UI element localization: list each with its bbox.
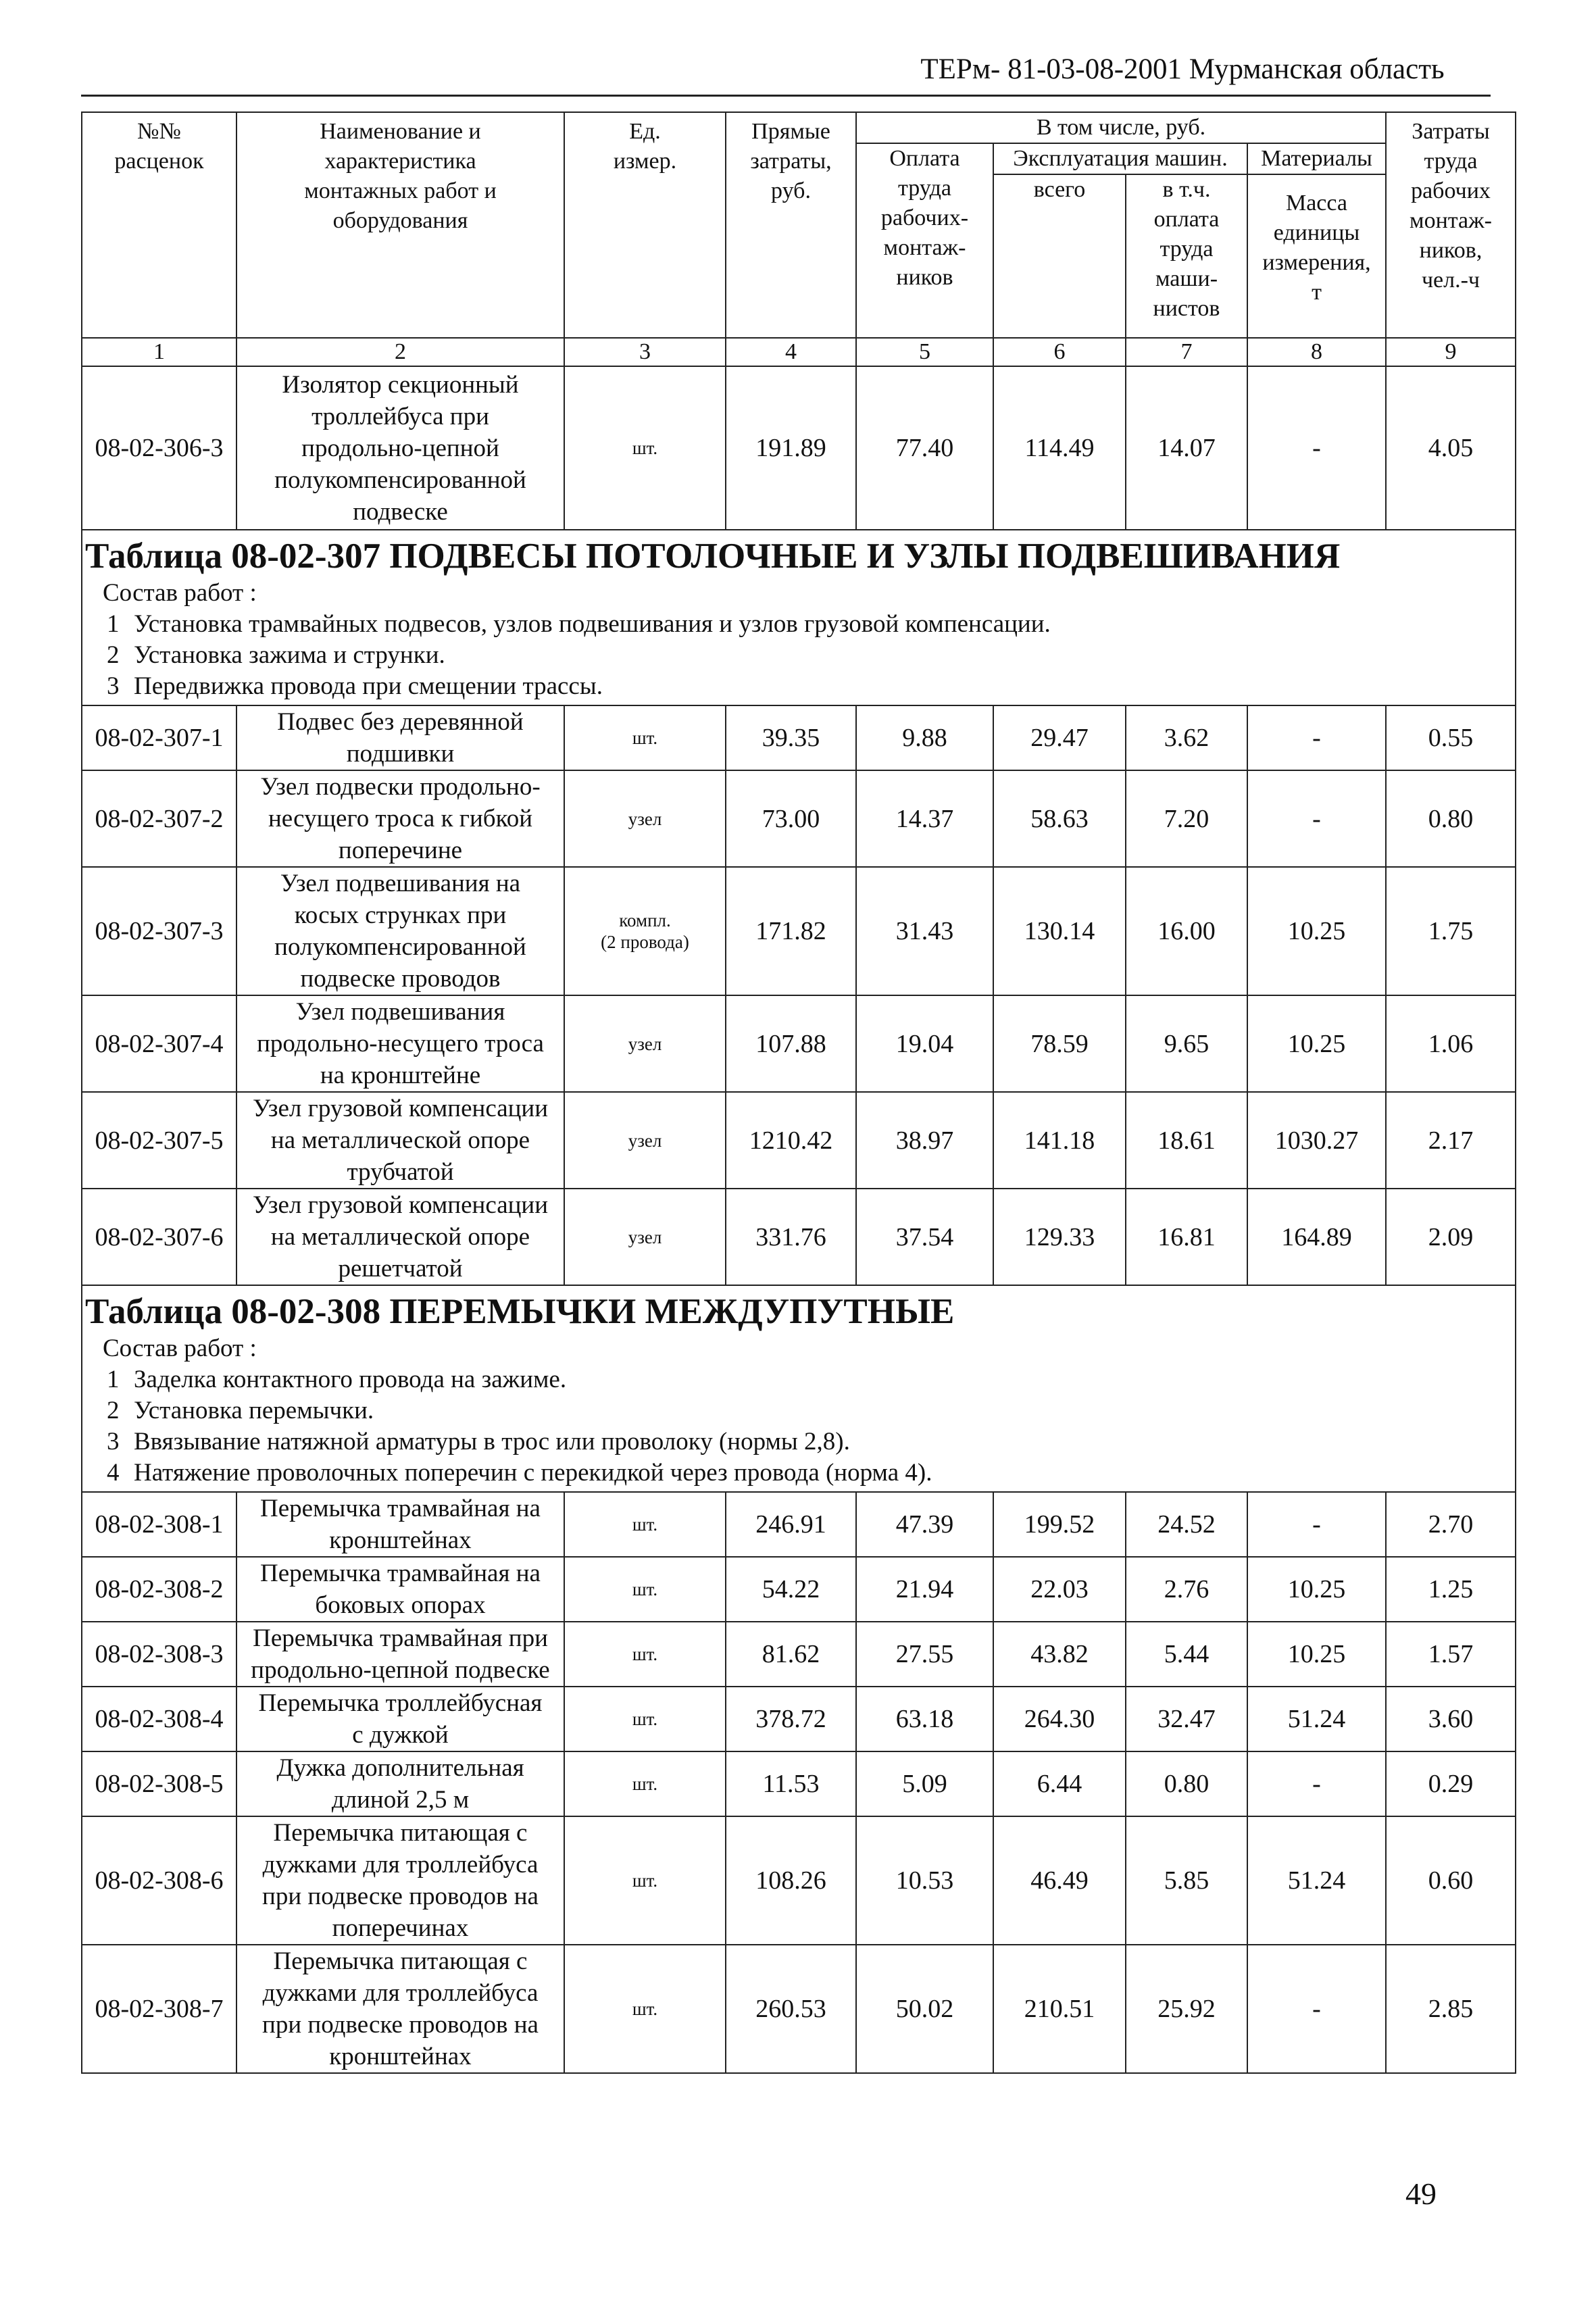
col-number: 1 [82,338,236,366]
machinist-pay: 18.61 [1126,1092,1247,1189]
machines-total: 264.30 [993,1687,1126,1751]
table-row [82,1622,1516,1687]
table-row [82,770,1516,867]
direct-cost: 81.62 [726,1622,856,1687]
work-name-line: Узел подвески продольно- [260,773,541,801]
header-text-line: т [1312,280,1322,305]
section-cell [82,530,1516,705]
labor-hours: 2.85 [1386,1945,1516,2073]
machinist-pay: 0.80 [1126,1751,1247,1816]
composition-item-number: 1 [107,610,120,638]
work-name-line: Перемычка трамвайная на [260,1560,541,1587]
work-name-line: на кронштейне [320,1062,481,1089]
unit [564,1492,726,1557]
work-name-line: Изолятор секционный [282,370,519,399]
header-text-line: оплата [1153,207,1220,232]
work-name-line: решетчатой [338,1255,463,1283]
col-number: 9 [1386,338,1516,366]
machines-total: 22.03 [993,1557,1126,1622]
work-name [236,1816,564,1945]
work-name-line: подвеске [353,497,448,526]
unit-line: шт. [632,1774,658,1794]
machinist-pay: 5.85 [1126,1816,1247,1945]
work-name-line: продольно-цепной подвеске [251,1656,550,1684]
col-header-machines-total [993,174,1126,338]
rate-code: 08-02-307-4 [82,995,236,1092]
labor-pay: 31.43 [856,867,993,995]
work-name [236,1557,564,1622]
material-mass: 51.24 [1247,1816,1386,1945]
labor-pay: 10.53 [856,1816,993,1945]
header-text-line: расценок [114,149,204,174]
composition-item [88,609,1510,640]
work-name-line: полукомпенсированной [274,933,526,961]
col-header-including: В том числе, руб. [856,112,1386,143]
work-name [236,366,564,530]
material-mass: 10.25 [1247,995,1386,1092]
labor-hours: 3.60 [1386,1687,1516,1751]
header-text-line: рабочих- [880,205,969,230]
labor-pay: 50.02 [856,1945,993,2073]
header-text-line: оборудования [332,208,468,233]
work-name-line: Перемычка трамвайная на [260,1495,541,1522]
unit-line: шт. [632,438,658,458]
table-row [82,705,1516,770]
rate-code: 08-02-307-5 [82,1092,236,1189]
machines-total: 129.33 [993,1189,1126,1285]
direct-cost: 260.53 [726,1945,856,2073]
work-name [236,1687,564,1751]
labor-pay: 19.04 [856,995,993,1092]
header-text-line: ников [896,265,953,290]
work-name-line: полукомпенсированной [274,466,526,494]
header-text-line: руб. [771,178,811,203]
machines-total: 46.49 [993,1816,1126,1945]
col-header-labor-pay [856,143,993,338]
machinist-pay: 32.47 [1126,1687,1247,1751]
work-name-line: с дужкой [352,1721,449,1749]
section-title: Таблица 08-02-308 ПЕРЕМЫЧКИ МЕЖДУПУТНЫЕ [85,1292,955,1331]
work-name-line: Узел подвешивания на [280,870,521,897]
rate-code: 08-02-307-2 [82,770,236,867]
machinist-pay: 25.92 [1126,1945,1247,2073]
direct-cost: 73.00 [726,770,856,867]
unit-line: шт. [632,1514,658,1535]
section-cell [82,1285,1516,1492]
material-mass: - [1247,1945,1386,2073]
unit-line: шт. [632,728,658,748]
direct-cost: 107.88 [726,995,856,1092]
col-number: 3 [564,338,726,366]
header-text-line: труда [1159,237,1214,262]
labor-hours: 0.55 [1386,705,1516,770]
col-header-materials: Материалы [1247,143,1386,174]
composition-item-text: Заделка контактного провода на зажиме. [134,1366,567,1393]
table-row [82,1189,1516,1285]
material-mass: - [1247,705,1386,770]
table-row [82,995,1516,1092]
composition-item-text: Установка трамвайных подвесов, узлов подвешивания и узлов грузовой компенсации. [134,610,1051,638]
composition-item [88,671,1510,702]
work-name-line: Перемычка троллейбусная [258,1689,543,1717]
labor-hours: 2.17 [1386,1092,1516,1189]
material-mass: - [1247,1492,1386,1557]
composition-item-number: 1 [107,1366,120,1393]
work-name-line: продольно-несущего троса [257,1030,544,1057]
rate-code: 08-02-306-3 [82,366,236,530]
unit [564,705,726,770]
composition-item-number: 3 [107,1428,120,1455]
material-mass: - [1247,1751,1386,1816]
section-title: Таблица 08-02-307 ПОДВЕСЫ ПОТОЛОЧНЫЕ И УЗЛЫ ПОДВЕШИВАНИЯ [85,537,1341,576]
machinist-pay: 7.20 [1126,770,1247,867]
table-row [82,867,1516,995]
col-number: 4 [726,338,856,366]
direct-cost: 39.35 [726,705,856,770]
machinist-pay: 5.44 [1126,1622,1247,1687]
work-name-line: боковых опорах [315,1591,486,1619]
work-name [236,705,564,770]
unit [564,1622,726,1687]
unit-line: узел [628,1033,662,1054]
work-name-line: троллейбуса при [311,402,489,430]
material-mass: - [1247,770,1386,867]
direct-cost: 378.72 [726,1687,856,1751]
machines-total: 130.14 [993,867,1126,995]
work-name-line: Дужка дополнительная [276,1754,524,1782]
direct-cost: 331.76 [726,1189,856,1285]
header-text-line: измер. [613,149,677,174]
labor-pay: 37.54 [856,1189,993,1285]
unit [564,1816,726,1945]
unit [564,1687,726,1751]
col-header-code [82,112,236,338]
section-row [82,530,1516,705]
material-mass: - [1247,366,1386,530]
composition-label: Состав работ : [103,579,257,607]
unit-line: шт. [632,1644,658,1664]
labor-hours: 4.05 [1386,366,1516,530]
unit-line: шт. [632,1579,658,1599]
labor-pay: 47.39 [856,1492,993,1557]
composition-item [88,1426,1510,1458]
labor-hours: 0.80 [1386,770,1516,867]
header-text-line: монтажных работ и [304,178,497,203]
composition-item-number: 2 [107,1397,120,1424]
work-name-line: Узел грузовой компенсации [252,1095,549,1122]
direct-cost: 246.91 [726,1492,856,1557]
composition-item-text: Установка перемычки. [134,1397,374,1424]
unit [564,1092,726,1189]
composition-item [88,1458,1510,1489]
machines-total: 114.49 [993,366,1126,530]
header-text-line: характеристика [324,149,476,174]
unit [564,995,726,1092]
rate-code: 08-02-307-3 [82,867,236,995]
unit [564,867,726,995]
rate-code: 08-02-308-7 [82,1945,236,2073]
work-name-line: подшивки [346,740,455,768]
work-name-line: поперечине [338,837,463,864]
work-name [236,1092,564,1189]
labor-hours: 2.70 [1386,1492,1516,1557]
unit-line: узел [628,1130,662,1151]
machinist-pay: 16.81 [1126,1189,1247,1285]
direct-cost: 171.82 [726,867,856,995]
header-text-line: Затраты [1412,119,1490,144]
rate-code: 08-02-308-4 [82,1687,236,1751]
work-name-line: Перемычка питающая с [273,1947,528,1975]
material-mass: 10.25 [1247,867,1386,995]
unit-line: шт. [632,1709,658,1729]
header-text-line: труда [897,176,952,201]
labor-pay: 5.09 [856,1751,993,1816]
unit [564,366,726,530]
work-name [236,995,564,1092]
composition-item-number: 2 [107,641,120,669]
page-header-title: ТЕРм- 81-03-08-2001 Мурманская область [920,53,1445,85]
machines-total: 78.59 [993,995,1126,1092]
header-text-line: всего [1033,177,1086,202]
work-name-line: подвеске проводов [300,965,501,993]
header-text-line: труда [1424,149,1478,174]
material-mass: 1030.27 [1247,1092,1386,1189]
work-name-line: трубчатой [347,1158,454,1186]
work-name-line: Узел подвешивания [295,998,505,1026]
col-header-labor-hours [1386,112,1516,338]
work-name [236,1751,564,1816]
labor-hours: 0.29 [1386,1751,1516,1816]
header-text-line: монтаж- [883,235,966,260]
rate-code: 08-02-307-6 [82,1189,236,1285]
machinist-pay: 9.65 [1126,995,1247,1092]
labor-pay: 14.37 [856,770,993,867]
labor-hours: 1.57 [1386,1622,1516,1687]
page-number: 49 [1405,2176,1437,2211]
work-name-line: длиной 2,5 м [331,1786,470,1814]
machines-total: 199.52 [993,1492,1126,1557]
work-name-line: Узел грузовой компенсации [252,1191,549,1219]
table-row [82,366,1516,530]
composition-item-text: Натяжение проволочных поперечин с перекидкой через провода (норма 4). [134,1459,932,1487]
col-header-machinist-pay [1126,174,1247,338]
unit-line: компл. [619,910,671,930]
work-name-line: Подвес без деревянной [277,708,524,736]
header-text-line: монтаж- [1410,208,1492,233]
labor-pay: 63.18 [856,1687,993,1751]
direct-cost: 54.22 [726,1557,856,1622]
work-name-line: Перемычка питающая с [273,1819,528,1847]
col-number: 5 [856,338,993,366]
labor-hours: 2.09 [1386,1189,1516,1285]
unit [564,1189,726,1285]
header-text-line: единицы [1273,220,1360,245]
col-header-direct [726,112,856,338]
work-name-line: Перемычка трамвайная при [253,1624,548,1652]
composition-item-number: 3 [107,672,120,700]
col-header-machines: Эксплуатация машин. [993,143,1247,174]
work-name-line: продольно-цепной [301,434,499,462]
work-name-line: косых струнках при [294,901,507,929]
work-name [236,1622,564,1687]
material-mass: 10.25 [1247,1557,1386,1622]
table-row [82,1557,1516,1622]
header-text-line: в т.ч. [1162,177,1211,202]
header-text-line: рабочих [1411,178,1491,203]
labor-hours: 1.06 [1386,995,1516,1092]
work-name-line: при подвеске проводов на [262,1883,539,1910]
material-mass: 51.24 [1247,1687,1386,1751]
table-row [82,1751,1516,1816]
header-text-line: Масса [1285,191,1347,216]
header-rule [81,95,1491,97]
table-row [82,1816,1516,1945]
labor-pay: 9.88 [856,705,993,770]
header-row-1 [82,112,1516,143]
price-table [81,111,1516,2074]
header-text-line: Прямые [751,119,830,144]
labor-pay: 21.94 [856,1557,993,1622]
material-mass: 10.25 [1247,1622,1386,1687]
table-row [82,1092,1516,1189]
material-mass: 164.89 [1247,1189,1386,1285]
header-text-line: затраты, [750,149,832,174]
composition-item [88,1364,1510,1395]
work-name [236,1492,564,1557]
work-name-line: дужками для троллейбуса [262,1851,539,1878]
unit-line: (2 провода) [601,932,689,952]
unit [564,1945,726,2073]
labor-pay: 38.97 [856,1092,993,1189]
header-text-line: Ед. [629,119,661,144]
table-row [82,1492,1516,1557]
composition-item [88,640,1510,671]
header-text-line: чел.-ч [1421,268,1480,293]
direct-cost: 11.53 [726,1751,856,1816]
composition-item [88,1395,1510,1426]
composition-label: Состав работ : [103,1335,257,1362]
header-text-line: ников, [1419,238,1482,263]
header-text-line: маши- [1155,266,1218,291]
work-name-line: кронштейнах [329,2043,472,2070]
work-name-line: дужками для троллейбуса [262,1979,539,2007]
col-number: 8 [1247,338,1386,366]
work-name [236,770,564,867]
work-name-line: на металлической опоре [270,1223,530,1251]
header-text-line: измерения, [1262,250,1371,275]
work-name-line: при подвеске проводов на [262,2011,539,2039]
table-row [82,1687,1516,1751]
col-header-unit [564,112,726,338]
work-name-line: поперечинах [332,1914,469,1942]
direct-cost: 1210.42 [726,1092,856,1189]
section-row [82,1285,1516,1492]
machinist-pay: 24.52 [1126,1492,1247,1557]
composition-item-number: 4 [107,1459,120,1487]
machines-total: 141.18 [993,1092,1126,1189]
col-header-unit-mass [1247,174,1386,338]
labor-hours: 1.25 [1386,1557,1516,1622]
rate-code: 08-02-308-6 [82,1816,236,1945]
header-text-line: нистов [1153,296,1220,321]
column-numbers-row [82,338,1516,366]
unit-line: шт. [632,1999,658,2019]
composition-item-text: Ввязывание натяжной арматуры в трос или проволоку (нормы 2,8). [134,1428,850,1455]
unit [564,1557,726,1622]
labor-hours: 0.60 [1386,1816,1516,1945]
unit [564,1751,726,1816]
rate-code: 08-02-308-3 [82,1622,236,1687]
col-number: 6 [993,338,1126,366]
machinist-pay: 14.07 [1126,366,1247,530]
rate-code: 08-02-308-5 [82,1751,236,1816]
unit [564,770,726,867]
work-name [236,1945,564,2073]
work-name-line: несущего троса к гибкой [268,805,532,832]
work-name-line: на металлической опоре [270,1126,530,1154]
labor-pay: 77.40 [856,366,993,530]
rate-code: 08-02-308-2 [82,1557,236,1622]
unit-line: узел [628,1226,662,1247]
machinist-pay: 16.00 [1126,867,1247,995]
composition-item-text: Передвижка провода при смещении трассы. [134,672,603,700]
direct-cost: 108.26 [726,1816,856,1945]
unit-line: шт. [632,1870,658,1891]
rate-code: 08-02-308-1 [82,1492,236,1557]
col-number: 2 [236,338,564,366]
machines-total: 58.63 [993,770,1126,867]
work-name [236,1189,564,1285]
machines-total: 210.51 [993,1945,1126,2073]
machines-total: 6.44 [993,1751,1126,1816]
work-name-line: кронштейнах [329,1526,472,1554]
direct-cost: 191.89 [726,366,856,530]
table-row [82,1945,1516,2073]
header-text-line: №№ [137,119,181,144]
machines-total: 43.82 [993,1622,1126,1687]
machinist-pay: 2.76 [1126,1557,1247,1622]
labor-hours: 1.75 [1386,867,1516,995]
rate-code: 08-02-307-1 [82,705,236,770]
col-header-name [236,112,564,338]
header-text-line: Оплата [889,146,960,171]
composition-item-text: Установка зажима и струнки. [134,641,445,669]
labor-pay: 27.55 [856,1622,993,1687]
work-name [236,867,564,995]
unit-line: узел [628,808,662,829]
machines-total: 29.47 [993,705,1126,770]
header-text-line: Наименование и [320,119,481,144]
col-number: 7 [1126,338,1247,366]
machinist-pay: 3.62 [1126,705,1247,770]
